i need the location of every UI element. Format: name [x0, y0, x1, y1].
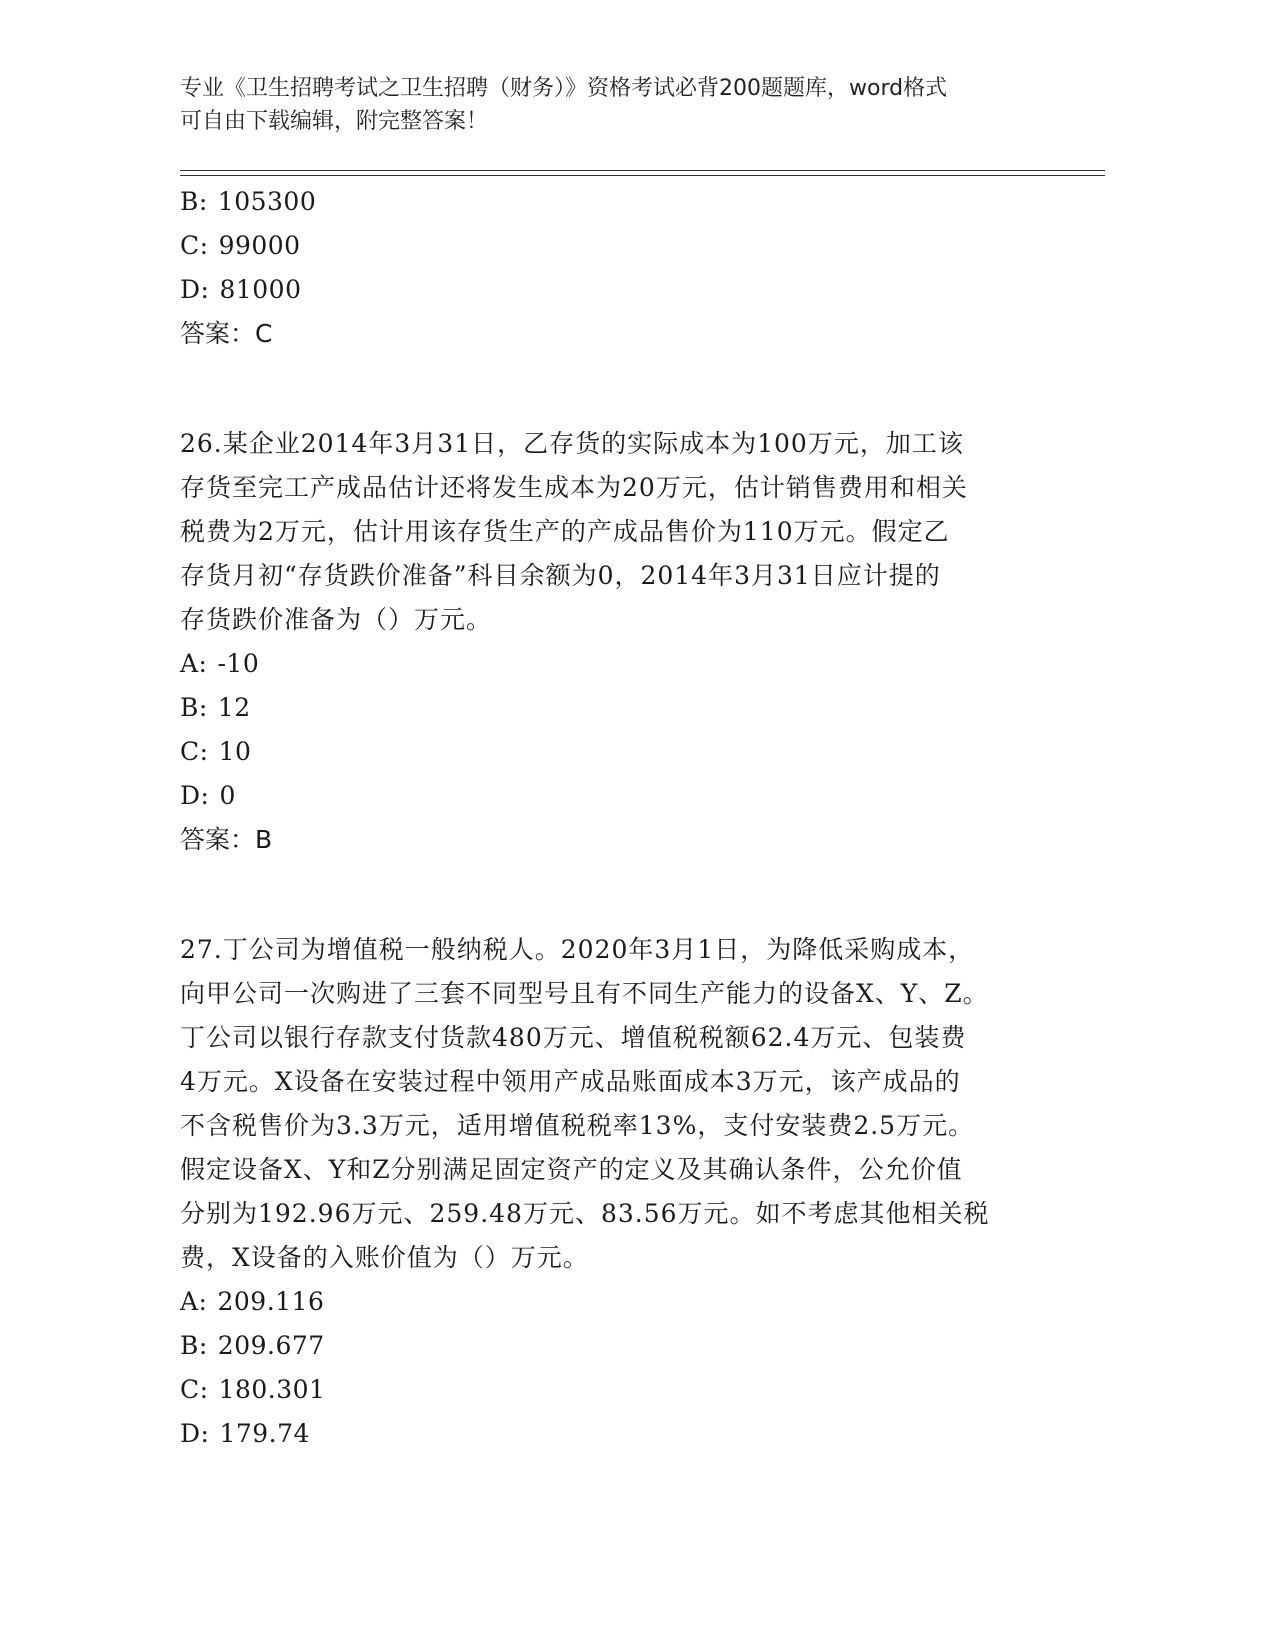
- option-a: [180, 1280, 1060, 1324]
- option-value: 0: [219, 781, 236, 810]
- question-26-block: [180, 422, 1060, 862]
- header-title-line-1: 专业《卫生招聘考试之卫生招聘（财务）》资格考试必背200题题库，word格式: [180, 76, 948, 101]
- option-value: 209.677: [217, 1331, 325, 1360]
- question-line: 存货月初“存货跌价准备”科目余额为0，2014年3月31日应计提的: [180, 561, 941, 590]
- question-text: [180, 928, 1060, 1280]
- option-label: B:: [180, 1331, 208, 1360]
- option-a: [180, 642, 1060, 686]
- question-text: [180, 422, 1060, 642]
- option-b: [180, 686, 1060, 730]
- question-line: 费，X设备的入账价值为（）万元。: [180, 1243, 589, 1272]
- option-value: 99000: [218, 231, 301, 260]
- option-value: 105300: [217, 187, 317, 216]
- question-line: 4万元。X设备在安装过程中领用产成品账面成本3万元，该产成品的: [180, 1067, 961, 1096]
- option-label: D:: [180, 781, 210, 810]
- option-d: [180, 774, 1060, 818]
- header-rule-bottom: [180, 175, 1105, 176]
- question-line: 存货至完工产成品估计还将发生成本为20万元，估计销售费用和相关: [180, 473, 968, 502]
- question-25-block: [180, 180, 1060, 356]
- option-label: A:: [180, 649, 208, 678]
- option-label: D:: [180, 275, 210, 304]
- question-line: 假定设备X、Y和Z分别满足固定资产的定义及其确认条件，公允价值: [180, 1155, 963, 1184]
- option-value: 209.116: [217, 1287, 325, 1316]
- option-value: 12: [217, 693, 251, 722]
- option-b: [180, 1324, 1060, 1368]
- option-value: -10: [217, 649, 260, 678]
- question-line: 向甲公司一次购进了三套不同型号且有不同生产能力的设备X、Y、Z。: [180, 979, 989, 1008]
- option-label: D:: [180, 1419, 210, 1448]
- option-label: B:: [180, 187, 208, 216]
- option-label: C:: [180, 737, 209, 766]
- question-line: 存货跌价准备为（）万元。: [180, 605, 493, 634]
- question-27-block: [180, 928, 1060, 1456]
- question-line: 不含税售价为3.3万元，适用增值税税率13%，支付安装费2.5万元。: [180, 1111, 975, 1140]
- option-c: [180, 730, 1060, 774]
- option-value: 10: [218, 737, 252, 766]
- option-d: [180, 268, 1060, 312]
- question-line: 26.某企业2014年3月31日，乙存货的实际成本为100万元，加工该: [180, 429, 964, 458]
- document-header: [180, 72, 1060, 138]
- answer-text: 答案：B: [180, 825, 273, 854]
- question-line: 分别为192.96万元、259.48万元、83.56万元。如不考虑其他相关税: [180, 1199, 990, 1228]
- option-label: C:: [180, 1375, 209, 1404]
- option-c: [180, 224, 1060, 268]
- option-d: [180, 1412, 1060, 1456]
- option-value: 180.301: [218, 1375, 326, 1404]
- option-b: [180, 180, 1060, 224]
- option-value: 81000: [219, 275, 302, 304]
- option-label: C:: [180, 231, 209, 260]
- option-label: B:: [180, 693, 208, 722]
- question-line: 27.丁公司为增值税一般纳税人。2020年3月1日，为降低采购成本，: [180, 935, 975, 964]
- option-label: A:: [180, 1287, 208, 1316]
- header-title-line-2: 可自由下载编辑，附完整答案！: [180, 109, 489, 134]
- option-value: 179.74: [219, 1419, 310, 1448]
- question-line: 税费为2万元，估计用该存货生产的产成品售价为110万元。假定乙: [180, 517, 950, 546]
- page-content: [180, 180, 1060, 1456]
- question-line: 丁公司以银行存款支付货款480万元、增值税税额62.4万元、包装费: [180, 1023, 967, 1052]
- header-rule-top: [180, 170, 1105, 171]
- answer-text: 答案：C: [180, 319, 273, 348]
- option-c: [180, 1368, 1060, 1412]
